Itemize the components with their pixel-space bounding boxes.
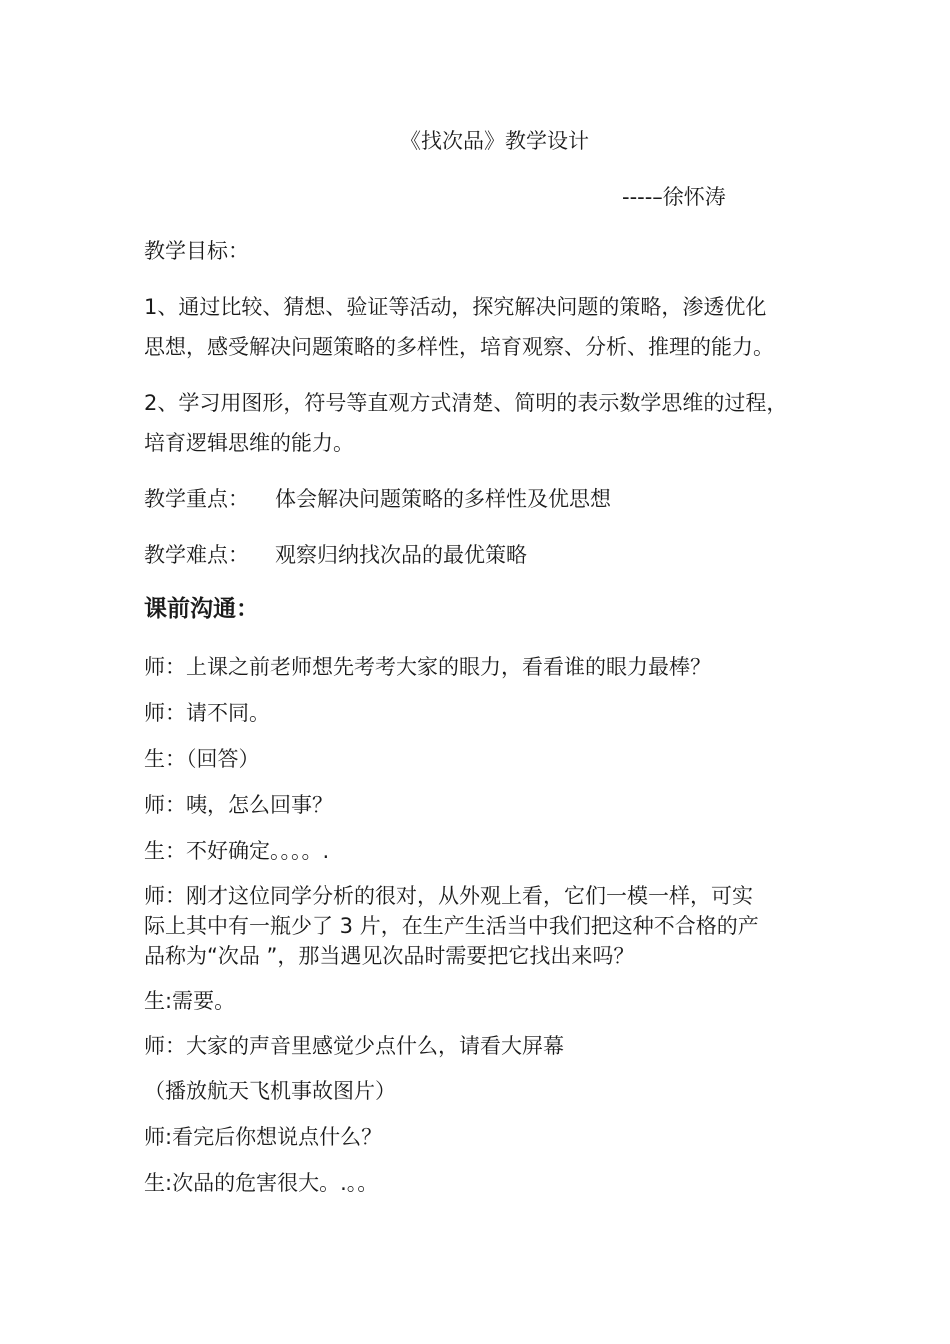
objective-1-line-1: 1、通过比较、猜想、验证等活动，探究解决问题的策略，渗透优化 — [144, 295, 767, 319]
objective-1-line-2: 思想，感受解决问题策略的多样性，培育观察、分析、推理的能力。 — [144, 335, 774, 359]
dialogue-line: 生:需要。 — [144, 989, 236, 1013]
dialogue-line: （播放航天飞机事故图片） — [144, 1079, 396, 1103]
dialogue-line: 生:次品的危害很大。.。。 — [144, 1171, 379, 1195]
dialogue-line: 生：（回答） — [144, 747, 260, 771]
dialogue-line: 师：上课之前老师想先考考大家的眼力，看看谁的眼力最棒？ — [144, 655, 711, 679]
dialogue-line: 生：不好确定。。。。. — [144, 839, 330, 863]
difficulty-text: 观察归纳找次品的最优策略 — [275, 543, 527, 567]
difficulty-label: 教学难点： — [144, 543, 249, 567]
author-line: ----–徐怀涛 — [622, 185, 726, 209]
objective-2-line-2: 培育逻辑思维的能力。 — [144, 431, 354, 455]
dialogue-line: 师：咦，怎么回事？ — [144, 793, 333, 817]
dialogue-line: 师：请不同。 — [144, 701, 270, 725]
dialogue-line: 师：刚才这位同学分析的很对，从外观上看，它们一模一样，可实 — [144, 884, 753, 908]
document-title: 《找次品》教学设计 — [400, 129, 589, 153]
dialogue-line: 师:看完后你想说点什么？ — [144, 1125, 383, 1149]
dialogue-line: 际上其中有一瓶少了 3 片，在生产生活当中我们把这种不合格的产 — [144, 914, 759, 938]
objectives-heading: 教学目标： — [144, 239, 249, 263]
dialogue-line: 品称为“次品 ”，那当遇见次品时需要把它找出来吗？ — [144, 944, 635, 968]
key-point-row — [144, 484, 611, 514]
difficulty-row — [144, 540, 527, 570]
section-heading: 课前沟通： — [144, 596, 259, 622]
dialogue-line: 师：大家的声音里感觉少点什么，请看大屏幕 — [144, 1034, 564, 1058]
objective-2-line-1: 2、学习用图形，符号等直观方式清楚、简明的表示数学思维的过程， — [144, 391, 788, 415]
key-point-label: 教学重点： — [144, 487, 249, 511]
key-point-text: 体会解决问题策略的多样性及优思想 — [275, 487, 611, 511]
